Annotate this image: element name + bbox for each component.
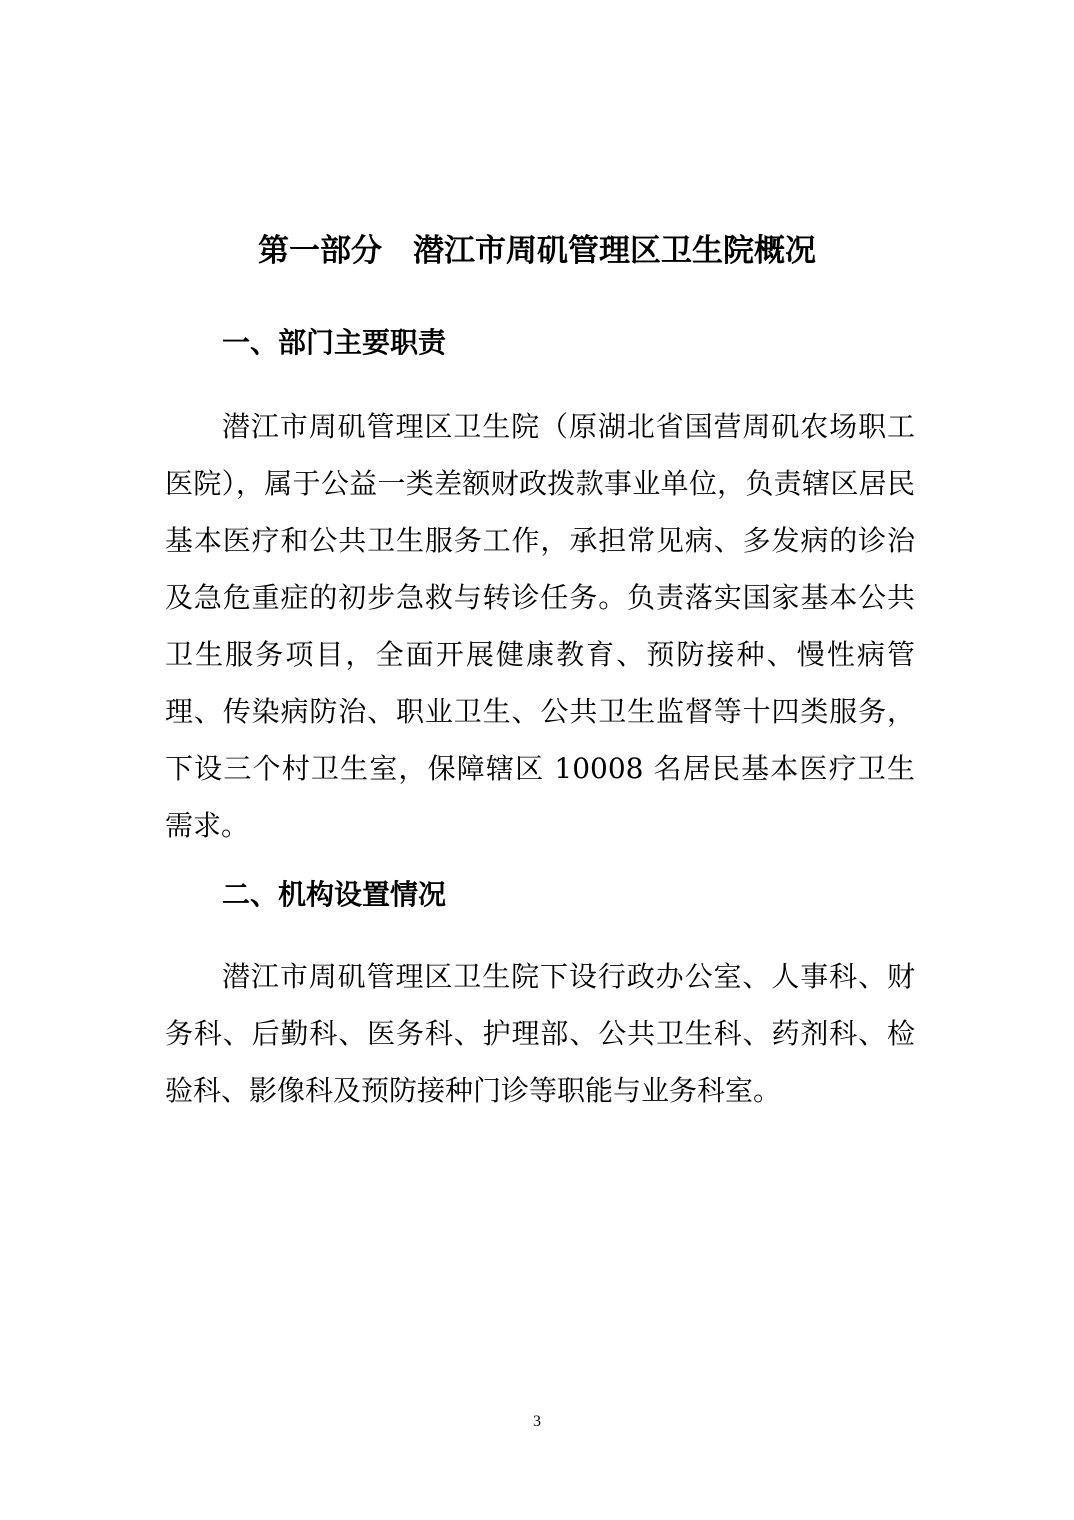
page-number: 3 [533, 1413, 541, 1430]
section-heading-organization: 二、机构设置情况 [222, 878, 447, 911]
section-heading-duties: 一、部门主要职责 [222, 326, 447, 359]
document-title: 第一部分 潜江市周矶管理区卫生院概况 [258, 233, 816, 269]
section-paragraph-organization: 潜江市周矶管理区卫生院下设行政办公室、人事科、财务科、后勤科、医务科、护理部、公共卫生科、药剂科、检验科、影像科及预防接种门诊等职能与业务科室。 [165, 960, 915, 1107]
section-paragraph-duties: 潜江市周矶管理区卫生院（原湖北省国营周矶农场职工医院），属于公益一类差额财政拨款事业单位，负责辖区居民基本医疗和公共卫生服务工作，承担常见病、多发病的诊治及急危重症的初步急救与转诊任务。负责落实国家基本公共卫生服务项目，全面开展健康教育、预防接种、慢性病管理、传染病防治、职业卫生、公共卫生监督等十四类服务，下设三个村卫生室，保障辖区 10008 名居民基本医疗卫生需求。 [165, 410, 915, 842]
